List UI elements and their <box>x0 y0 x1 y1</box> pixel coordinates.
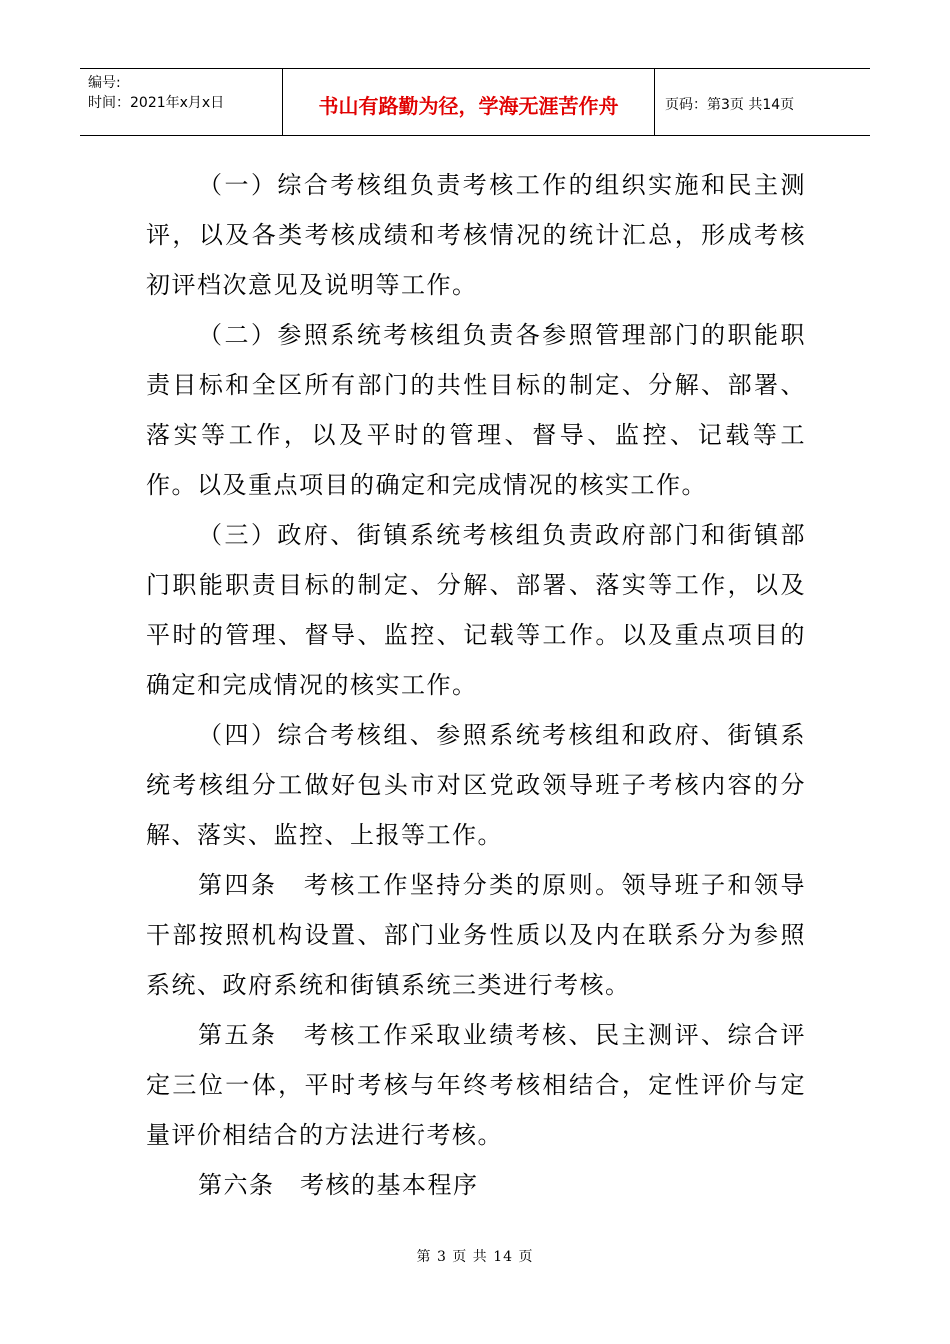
paragraph: （一）综合考核组负责考核工作的组织实施和民主测评，以及各类考核成绩和考核情况的统计汇总，形成考核初评档次意见及说明等工作。 <box>146 171 806 299</box>
paragraph: 第五条 考核工作采取业绩考核、民主测评、综合评定三位一体，平时考核与年终考核相结合，定性评价与定量评价相结合的方法进行考核。 <box>146 1021 806 1149</box>
document-time-label: 时间：2021年x月x日 <box>88 95 225 111</box>
header-motto: 书山有路勤为径，学海无涯苦作舟 <box>283 69 655 135</box>
header-meta-cell <box>80 69 283 135</box>
page-footer: 第 3 页 共 14 页 <box>416 1249 534 1265</box>
document-header <box>80 68 870 136</box>
paragraph: （三）政府、街镇系统考核组负责政府部门和街镇部门职能职责目标的制定、分解、部署、落实等工作，以及平时的管理、督导、监控、记载等工作。以及重点项目的确定和完成情况的核实工作。 <box>146 521 806 699</box>
paragraph: （四）综合考核组、参照系统考核组和政府、街镇系统考核组分工做好包头市对区党政领导班子考核内容的分解、落实、监控、上报等工作。 <box>146 721 806 849</box>
document-number-label: 编号: <box>88 75 121 91</box>
paragraph: （二）参照系统考核组负责各参照管理部门的职能职责目标和全区所有部门的共性目标的制定、分解、部署、落实等工作，以及平时的管理、督导、监控、记载等工作。以及重点项目的确定和完成情况的核实工作。 <box>146 321 806 499</box>
paragraph: 第四条 考核工作坚持分类的原则。领导班子和领导干部按照机构设置、部门业务性质以及内在联系分为参照系统、政府系统和街镇系统三类进行考核。 <box>146 871 806 999</box>
header-page-code: 页码：第3页 共14页 <box>665 97 795 113</box>
document-body <box>146 160 806 1210</box>
paragraph: 第六条 考核的基本程序 <box>198 1171 479 1199</box>
